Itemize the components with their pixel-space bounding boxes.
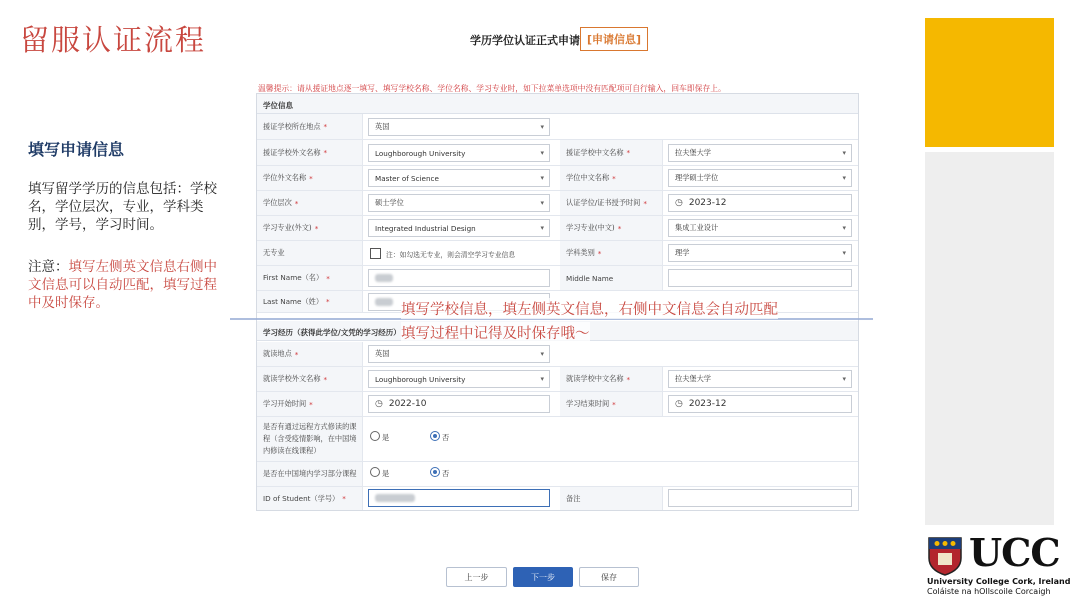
field-label: 学习开始时间 *	[257, 392, 363, 416]
note-highlight: 填写左侧英文信息右侧中文信息可以自动匹配，填写过程中及时保存。	[28, 259, 217, 311]
field-label: 学习结束时间 *	[560, 392, 663, 416]
clock-icon: ◷	[375, 399, 383, 409]
field-label: 是否在中国境内学习部分课程	[257, 462, 363, 486]
clock-icon: ◷	[675, 198, 683, 208]
field-label: Last Name（姓） *	[257, 291, 363, 312]
school-name-en-select[interactable]: Loughborough University ▾	[368, 144, 550, 162]
major-en-select[interactable]: Integrated Industrial Design ▾	[368, 219, 550, 237]
form-row	[257, 392, 858, 417]
ucc-name-en: University College Cork, Ireland	[927, 577, 1071, 586]
form-row	[257, 342, 858, 367]
form-row	[257, 166, 858, 191]
first-name-input[interactable]	[368, 269, 550, 287]
field-label: 备注	[560, 487, 663, 510]
china-study-yes-radio[interactable]	[370, 467, 380, 477]
degree-name-cn-select[interactable]: 理学硕士学位 ▾	[668, 169, 852, 187]
form-row	[257, 266, 858, 291]
radio-label: 否	[442, 469, 450, 478]
field-label: Middle Name	[560, 266, 663, 290]
field-label: 学习专业(中文) *	[560, 216, 663, 240]
form-row	[257, 487, 858, 510]
redacted-value	[375, 494, 415, 502]
school-name-cn-select[interactable]: 拉夫堡大学 ▾	[668, 144, 852, 162]
field-label: 无专业	[257, 241, 363, 265]
china-study-no-radio[interactable]	[430, 467, 440, 477]
no-major-note: 注：如勾选无专业，则会清空学习专业信息	[386, 251, 516, 259]
clock-icon: ◷	[675, 399, 683, 409]
major-cn-select[interactable]: 集成工业设计 ▾	[668, 219, 852, 237]
study-school-cn-select[interactable]: 拉夫堡大学 ▾	[668, 370, 852, 388]
redacted-value	[375, 274, 393, 282]
ucc-wordmark: UCC	[969, 530, 1060, 575]
study-end-date-picker[interactable]: ◷ 2023-12	[668, 395, 852, 413]
field-label: 援证学校中文名称 *	[560, 140, 663, 165]
field-label: 是否有通过远程方式修读的课程（含受疫情影响，在中国境内修读在线课程）	[257, 417, 363, 461]
no-major-checkbox[interactable]	[370, 248, 381, 259]
ucc-logo	[925, 532, 1075, 602]
ucc-name-ga: Coláiste na hOllscoile Corcaigh	[927, 587, 1051, 596]
prev-step-button[interactable]: 上一步	[446, 567, 507, 587]
slide-title: 留服认证流程	[20, 23, 207, 57]
subject-category-select[interactable]: 理学 ▾	[668, 244, 852, 262]
section-study-history: 学习经历（获得此学位/文凭的学习经历）	[257, 321, 858, 341]
radio-label: 否	[442, 433, 450, 442]
description-text: 填写留学学历的信息包括：学校名，学位层次，专业，学科类别，学号，学习时间。	[28, 181, 217, 233]
next-step-button[interactable]: 下一步	[513, 567, 573, 587]
note-text	[28, 258, 220, 312]
radio-label: 是	[382, 433, 390, 442]
yellow-block	[925, 18, 1054, 147]
note-prefix: 注意：	[28, 259, 69, 275]
field-label: 就读学校外文名称 *	[257, 367, 363, 391]
crest-icon	[927, 536, 963, 576]
study-school-en-select[interactable]: Loughborough University ▾	[368, 370, 550, 388]
form-row	[257, 191, 858, 216]
section-heading: 填写申请信息	[28, 140, 125, 159]
remote-yes-radio[interactable]	[370, 431, 380, 441]
form-row	[257, 367, 858, 392]
form-hint: 温馨提示：请从援证地点逐一填写、填写学校名称、学位名称、学习专业时，如下拉菜单选项中没有匹配项可自行输入，回车即保存上。	[258, 84, 726, 93]
form-row	[257, 140, 858, 166]
remote-no-radio[interactable]	[430, 431, 440, 441]
form-row	[257, 417, 858, 462]
save-button[interactable]: 保存	[579, 567, 639, 587]
degree-name-en-select[interactable]: Master of Science ▾	[368, 169, 550, 187]
student-id-input[interactable]	[368, 489, 550, 507]
radio-label: 是	[382, 469, 390, 478]
remarks-input[interactable]	[668, 489, 852, 507]
middle-name-input[interactable]	[668, 269, 852, 287]
form-row	[257, 241, 858, 266]
form-row	[257, 462, 858, 487]
field-label: ID of Student（学号） *	[257, 487, 363, 510]
form-row	[257, 216, 858, 241]
gray-block	[925, 152, 1054, 525]
exam-location-select[interactable]: 英国 ▾	[368, 118, 550, 136]
study-location-select[interactable]: 英国 ▾	[368, 345, 550, 363]
field-label: First Name（名） *	[257, 266, 363, 290]
degree-award-date-picker[interactable]: ◷ 2023-12	[668, 194, 852, 212]
field-label: 援证学校所在地点 *	[257, 114, 363, 139]
section-degree-info: 学位信息	[257, 94, 858, 114]
form-row	[257, 114, 858, 140]
field-label: 学位中文名称 *	[560, 166, 663, 190]
field-label: 援证学校外文名称 *	[257, 140, 363, 165]
annotation-line-2: 填写过程中记得及时保存哦～	[401, 322, 590, 343]
field-label: 认证学位/证书授予时间 *	[560, 191, 663, 215]
form-badge: [申请信息]	[580, 27, 648, 51]
study-start-date-picker[interactable]: ◷ 2022-10	[368, 395, 550, 413]
annotation-line-1: 填写学校信息，填左侧英文信息，右侧中文信息会自动匹配	[401, 298, 778, 319]
field-label: 学位外文名称 *	[257, 166, 363, 190]
field-label: 学习专业(外文) *	[257, 216, 363, 240]
degree-level-select[interactable]: 硕士学位 ▾	[368, 194, 550, 212]
form-title: 学历学位认证正式申请	[470, 34, 580, 47]
field-label: 就读地点 *	[257, 342, 363, 366]
field-label: 学位层次 *	[257, 191, 363, 215]
field-label: 学科类别 *	[560, 241, 663, 265]
redacted-value	[375, 298, 393, 306]
field-label: 就读学校中文名称 *	[560, 367, 663, 391]
